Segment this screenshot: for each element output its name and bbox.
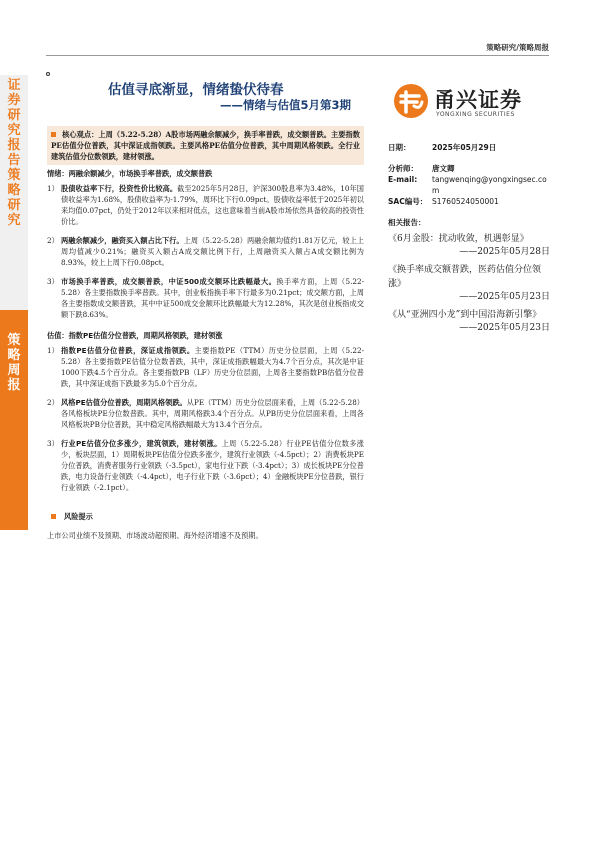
item-number: 2） (47, 398, 59, 407)
sentiment-item (47, 276, 364, 320)
item-text: 换手率方面，上周（5.22-5.28）各主要指数换手率普跌。其中，创业板指换手率下行最多为0.21pct；成交额方面，上周各主要指数成交额普跌，其中中证500成交金额环比跌幅最大为12.28%，其次是创业板指成交额下跌8.63%。 (61, 277, 364, 319)
info-panel (388, 142, 550, 335)
sentiment-item (47, 235, 364, 268)
bullet-square-icon (51, 132, 56, 137)
valuation-heading: 估值：指数PE估值分位普跌，周期风格领跌，建材领涨 (47, 331, 223, 340)
item-number: 1） (47, 346, 59, 355)
related-report-date: ——2025年05月28日 (459, 247, 550, 257)
item-number: 1） (47, 184, 59, 193)
sac-row (388, 196, 550, 207)
analyst-row (388, 163, 550, 174)
risk-heading (47, 511, 364, 522)
analyst-name: 唐文卿 (432, 164, 455, 173)
corner-mark-icon (46, 72, 50, 76)
related-report-date: ——2025年05月23日 (459, 292, 550, 302)
risk-text: 上市公司业绩不及预期、市场波动超预期、海外经济增速不及预期。 (47, 531, 263, 540)
analyst-label: 分析师： (388, 164, 418, 173)
company-logo (392, 80, 552, 124)
date-value: 2025年05月29日 (432, 143, 497, 152)
sentiment-item (47, 183, 364, 227)
core-view-box (47, 126, 364, 165)
logo-emblem-icon (392, 82, 430, 120)
item-headline: 行业PE估值分位多涨少，建筑领跌，建材领涨。 (61, 439, 222, 448)
header-divider (46, 55, 549, 56)
related-report-title[interactable]: 《6月金股：扰动收敛，机遇彰显》 (388, 234, 529, 244)
logo-english-name: YONGXING SECURITIES (436, 111, 515, 118)
report-category-tag: 策略研究/策略周报 (486, 43, 549, 52)
item-text: 截至2025年5月28日，沪深300股息率为3.48%，10年国债收益率为1.68%，股债收益率为-1.79%，周环比下行0.09pct。股债收益率低于2025年初以来均值0.07pct，仍处于2012年以来相对低点，这也意味着当前A股市场依然具备较高的投资性价比。 (61, 184, 364, 226)
item-headline: 市场换手率普跌，成交额普跌，中证500成交额环比跌幅最大。 (61, 277, 277, 286)
item-text: 上周（5.22-5.28）两融余额均值约1.81万亿元，较上上周均值减少0.21%；融资买入额占A成交额比例下行，上周融资买入额占A成交额比例为8.93%，较上上周下行0.08pct。 (61, 236, 364, 267)
report-subtitle: ——情绪与估值5月第3期 (220, 98, 352, 112)
item-headline: 风格PE估值分位普跌，周期风格领跌。 (61, 398, 187, 407)
related-reports-heading: 相关报告： (388, 218, 426, 227)
item-headline: 股债收益率下行，投资性价比较高。 (61, 184, 178, 193)
related-report-title[interactable]: 《换手率成交额普跌，医药估值分位领涨》 (388, 265, 542, 289)
valuation-item (47, 345, 364, 389)
email-label: E-mail: (388, 175, 418, 184)
sidebar-label-research: 证券研究报告 策略研究 (7, 78, 21, 228)
item-number: 3） (47, 439, 59, 448)
related-report-date: ——2025年05月23日 (459, 323, 550, 333)
item-headline: 两融余额减少，融资买入额占比下行。 (61, 236, 184, 245)
date-row (388, 142, 550, 153)
item-number: 2） (47, 236, 59, 245)
item-text: 从PE（TTM）历史分位层面来看，上周（5.22-5.28）各风格板块PE分位数普跌。其中，周期风格跌3.4个百分点。从PB历史分位层面来看，上周各风格板块PB分位普跌，其中稳定风格跌幅最大为13.4个百分点。 (61, 398, 364, 429)
core-view-text: 核心观点：上周（5.22-5.28）A股市场两融余额减少，换手率普跌，成交额普跌。主要指数PE估值分位普跌，其中深证成指领跌。主要风格PE估值分位普跌，其中周期风格领跌。全行业建筑估值分位数领跌，建材领涨。 (51, 130, 360, 161)
main-content (47, 126, 364, 541)
related-report-title[interactable]: 《从“亚洲四小龙”到中国沿海新引擎》 (388, 310, 542, 320)
valuation-item (47, 397, 364, 430)
email-row (388, 174, 550, 196)
sac-number: S1760524050001 (432, 197, 499, 206)
report-title: 估值寻底渐显，情绪蛰伏待春 (108, 82, 284, 98)
date-label: 日期： (388, 143, 411, 152)
item-number: 3） (47, 277, 59, 286)
bullet-square-icon (51, 514, 56, 519)
risk-heading-label: 风险提示 (64, 512, 93, 521)
item-text: 上周（5.22-5.28）行业PE估值分位数多涨少，板块层面，1）周期板块PE估值分位跌多涨少，建筑行业领跌（-4.5pct）；2）消费板块PE分位普跌，消费者服务行业领跌（-3.5pct），家电行业下跌（-3.4pct）；3）成长板块PE分位普跌，电力设备行业领跌（-4.4pct），电子行业下跌（-3.6pct）；4）金融板块PE分位普跌，银行行业领跌（-2.1pct）。 (61, 439, 364, 492)
sac-label: SAC编号： (388, 197, 428, 206)
item-headline: 指数PE估值分位普跌，深证成指领跌。 (61, 346, 195, 355)
sentiment-heading: 情绪：两融余额减少，市场换手率普跌，成交额普跌 (47, 169, 213, 178)
item-text: 主要指数PE（TTM）历史分位层面，上周（5.22-5.28）各主要指数PE估值分位数普跌，其中，深证成指跌幅最大为4.7个百分点，其次是中证1000下跌4.5个百分点。各主要指数PB（LF）历史分位层面，上周各主要指数PB估值分位普跌，其中深证成指下跌最多为5.0个百分点。 (61, 346, 364, 388)
sidebar-label-weekly: 策略周报 (7, 333, 21, 393)
logo-name: 甬兴证券 (434, 88, 522, 112)
valuation-item (47, 438, 364, 493)
email-link[interactable]: tangwenqing@yongxingsec.com (432, 175, 547, 195)
